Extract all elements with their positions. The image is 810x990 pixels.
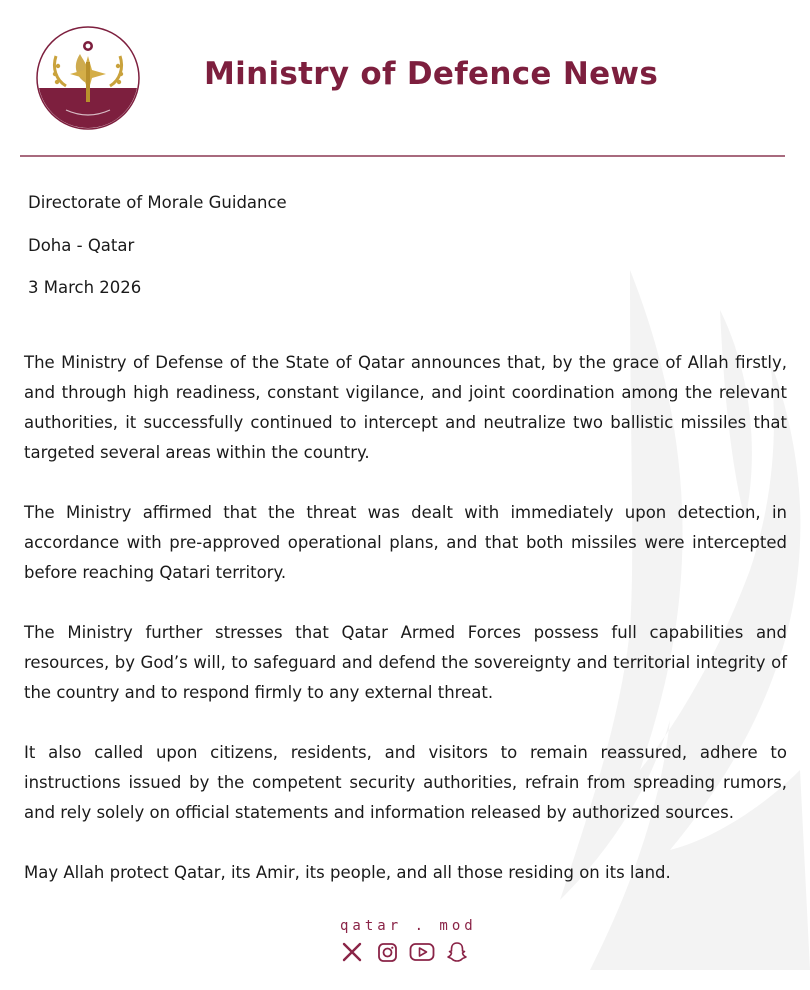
paragraph: It also called upon citizens, residents, and visitors to remain reassured, adhere to instructions issued by the competent security authorities, refrain from spreading rumors, and rely solely on official statements and information released by authorized sources. [24, 743, 787, 822]
statement-body [24, 348, 787, 888]
date-line: 3 March 2026 [28, 278, 142, 297]
paragraph: The Ministry further stresses that Qatar Armed Forces possess full capabilities and resources, by God’s will, to safeguard and defend the sovereignty and territorial integrity of the country and to respond firmly to any external threat. [24, 623, 787, 702]
paragraph: The Ministry of Defense of the State of Qatar announces that, by the grace of Allah firstly, and through high readiness, constant vigilance, and joint coordination among the relevant authorities, it successfully continued to intercept and neutralize two ballistic missiles that targeted several areas within the country. [24, 353, 787, 462]
social-links [339, 940, 470, 964]
page-header [0, 0, 810, 160]
x-icon[interactable] [339, 940, 365, 964]
directorate-line: Directorate of Morale Guidance [28, 193, 287, 212]
social-handle: qatar . mod [340, 918, 477, 934]
paragraph: May Allah protect Qatar, its Amir, its people, and all those residing on its land. [24, 863, 671, 882]
header-divider [20, 155, 785, 157]
instagram-icon[interactable] [374, 940, 400, 964]
dateline [28, 192, 287, 320]
location-line: Doha - Qatar [28, 235, 135, 255]
page-title: Ministry of Defence News [204, 56, 659, 92]
ministry-emblem-icon [36, 26, 140, 130]
snapchat-icon[interactable] [444, 940, 470, 964]
paragraph: The Ministry affirmed that the threat was dealt with immediately upon detection, in accordance with pre-approved operational plans, and that both missiles were intercepted before reaching Qatari territory. [24, 503, 787, 582]
youtube-icon[interactable] [409, 940, 435, 964]
